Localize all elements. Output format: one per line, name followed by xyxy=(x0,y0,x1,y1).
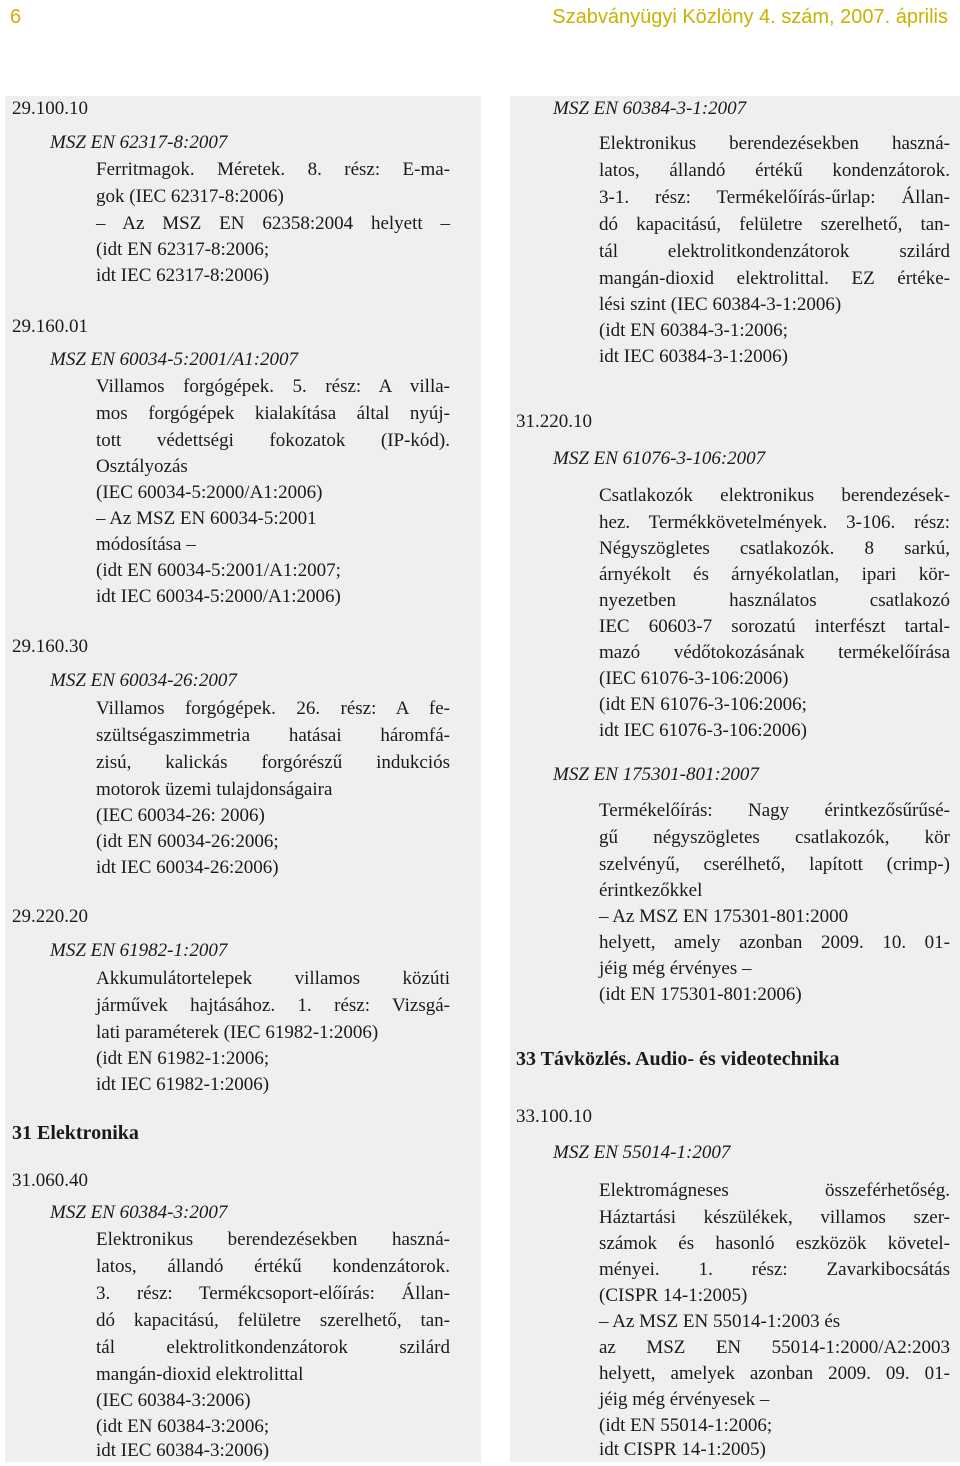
ics-code: 31.220.10 xyxy=(516,411,592,432)
standard-title-line: Elektromágneses összeférhetőség. xyxy=(599,1180,950,1201)
standard-title-line: idt IEC 62317-8:2006) xyxy=(96,265,270,286)
running-title: Szabványügyi Közlöny 4. szám, 2007. április xyxy=(552,6,948,28)
standard-title-line: szelvényű, cserélhető, lapított (crimp-) xyxy=(599,854,950,875)
standard-title-line: idt IEC 61076-3-106:2006) xyxy=(599,720,807,741)
standard-title-line: IEC 60603-7 sorozatú interfészt tartal- xyxy=(599,616,950,637)
standard-title-line: idt IEC 60384-3-1:2006) xyxy=(599,346,788,367)
standard-id: MSZ EN 61076-3-106:2007 xyxy=(553,448,766,469)
standard-id: MSZ EN 55014-1:2007 xyxy=(553,1142,731,1163)
standard-title-line: (idt EN 55014-1:2006; xyxy=(599,1415,773,1436)
standard-title-line: idt IEC 61982-1:2006) xyxy=(96,1074,270,1095)
standard-title-line: helyett, amely azonban 2009. 10. 01- xyxy=(599,932,950,953)
standard-title-line: az MSZ EN 55014-1:2000/A2:2003 xyxy=(599,1337,950,1358)
standard-title-line: módosítása – xyxy=(96,534,196,555)
page-number: 6 xyxy=(10,6,22,28)
standard-title-line: idt CISPR 14-1:2005) xyxy=(599,1439,766,1460)
right-column xyxy=(510,96,960,1462)
standard-title-line: Villamos forgógépek. 5. rész: A villa- xyxy=(96,376,450,397)
standard-title-line: (CISPR 14-1:2005) xyxy=(599,1285,748,1306)
standard-title-line: Termékelőírás: Nagy érintkezősűrűsé- xyxy=(599,800,950,821)
standard-title-line: Osztályozás xyxy=(96,456,188,477)
standard-id: MSZ EN 175301-801:2007 xyxy=(553,764,759,785)
standard-title-line: (IEC 60384-3:2006) xyxy=(96,1390,251,1411)
standard-id: MSZ EN 60034-26:2007 xyxy=(50,670,237,691)
standard-title-line: számok és hasonló eszközök követel- xyxy=(599,1233,950,1254)
standard-title-line: (IEC 60034-5:2000/A1:2006) xyxy=(96,482,323,503)
standard-title-line: gű négyszögletes csatlakozók, kör xyxy=(599,827,950,848)
standard-title-line: (IEC 60034-26: 2006) xyxy=(96,805,265,826)
standard-title-line: (idt EN 60034-5:2001/A1:2007; xyxy=(96,560,341,581)
standard-title-line: mos forgógépek kialakítása által nyúj- xyxy=(96,403,450,424)
standard-title-line: (idt EN 60384-3:2006; xyxy=(96,1416,270,1437)
standard-id: MSZ EN 60384-3-1:2007 xyxy=(553,98,747,119)
standard-title-line: nyezetben használatos csatlakozó xyxy=(599,590,950,611)
section-heading: 31 Elektronika xyxy=(12,1122,139,1144)
standard-title-line: (idt EN 61076-3-106:2006; xyxy=(599,694,807,715)
standard-title-line: (idt EN 62317-8:2006; xyxy=(96,239,270,260)
standard-title-line: – Az MSZ EN 55014-1:2003 és xyxy=(599,1311,841,1332)
standard-title-line: 3-1. rész: Termékelőírás-űrlap: Állan- xyxy=(599,187,950,208)
standard-title-line: Elektronikus berendezésekben haszná- xyxy=(96,1229,450,1250)
standard-title-line: latos, állandó értékű kondenzátorok. xyxy=(96,1256,450,1277)
standard-title-line: Villamos forgógépek. 26. rész: A fe- xyxy=(96,698,450,719)
standard-title-line: zisú, kalickás forgórészű indukciós xyxy=(96,752,450,773)
standard-title-line: idt IEC 60034-26:2006) xyxy=(96,857,279,878)
ics-code: 29.160.01 xyxy=(12,316,88,337)
page-header xyxy=(0,0,960,38)
ics-code: 29.220.20 xyxy=(12,906,88,927)
standard-title-line: tál elektrolitkondenzátorok szilárd xyxy=(96,1337,450,1358)
standard-title-line: árnyékolt és árnyékolatlan, ipari kör- xyxy=(599,564,950,585)
standard-title-line: idt IEC 60034-5:2000/A1:2006) xyxy=(96,586,341,607)
standard-title-line: helyett, amelyek azonban 2009. 09. 01- xyxy=(599,1363,950,1384)
standard-title-line: 3. rész: Termékcsoport-előírás: Állan- xyxy=(96,1283,450,1304)
standard-id: MSZ EN 60034-5:2001/A1:2007 xyxy=(50,349,299,370)
standard-title-line: idt IEC 60384-3:2006) xyxy=(96,1440,270,1461)
standard-title-line: – Az MSZ EN 62358:2004 helyett – xyxy=(96,213,450,234)
standard-title-line: Elektronikus berendezésekben haszná- xyxy=(599,133,950,154)
standard-title-line: dó kapacitású, felületre szerelhető, tan- xyxy=(96,1310,450,1331)
standard-title-line: dó kapacitású, felületre szerelhető, tan- xyxy=(599,214,950,235)
standard-title-line: lati paraméterek (IEC 61982-1:2006) xyxy=(96,1022,379,1043)
standard-title-line: lési szint (IEC 60384-3-1:2006) xyxy=(599,294,842,315)
standard-title-line: (idt EN 175301-801:2006) xyxy=(599,984,802,1005)
standard-title-line: Akkumulátortelepek villamos közúti xyxy=(96,968,450,989)
standard-title-line: (idt EN 60384-3-1:2006; xyxy=(599,320,788,341)
standard-id: MSZ EN 61982-1:2007 xyxy=(50,940,228,961)
standard-title-line: – Az MSZ EN 175301-801:2000 xyxy=(599,906,849,927)
standard-title-line: mazó védőtokozásának termékelőírása xyxy=(599,642,950,663)
standard-title-line: hez. Termékkövetelmények. 3-106. rész: xyxy=(599,512,950,533)
standard-title-line: (idt EN 61982-1:2006; xyxy=(96,1048,270,1069)
ics-code: 33.100.10 xyxy=(516,1106,592,1127)
standard-title-line: Négyszögletes csatlakozók. 8 sarkú, xyxy=(599,538,950,559)
standard-id: MSZ EN 60384-3:2007 xyxy=(50,1202,228,1223)
standard-title-line: Csatlakozók elektronikus berendezések- xyxy=(599,485,950,506)
standard-title-line: gok (IEC 62317-8:2006) xyxy=(96,186,284,207)
standard-title-line: jéig még érvényesek – xyxy=(599,1389,770,1410)
standard-title-line: tál elektrolitkondenzátorok szilárd xyxy=(599,241,950,262)
standard-id: MSZ EN 62317-8:2007 xyxy=(50,132,228,153)
standard-title-line: tott védettségi fokozatok (IP-kód). xyxy=(96,430,450,451)
standard-title-line: szültségaszimmetria hatásai háromfá- xyxy=(96,725,450,746)
standard-title-line: latos, állandó értékű kondenzátorok. xyxy=(599,160,950,181)
standard-title-line: mangán-dioxid elektrolittal. EZ értéke- xyxy=(599,268,950,289)
standard-title-line: Háztartási készülékek, villamos szer- xyxy=(599,1207,950,1228)
standard-title-line: járművek hajtásához. 1. rész: Vizsgá- xyxy=(96,995,450,1016)
ics-code: 29.160.30 xyxy=(12,636,88,657)
section-heading: 33 Távközlés. Audio- és videotechnika xyxy=(516,1048,840,1070)
standard-title-line: jéig még érvényes – xyxy=(599,958,752,979)
standard-title-line: ményei. 1. rész: Zavarkibocsátás xyxy=(599,1259,950,1280)
left-column xyxy=(5,96,481,1462)
standard-title-line: (idt EN 60034-26:2006; xyxy=(96,831,279,852)
ics-code: 29.100.10 xyxy=(12,98,88,119)
standard-title-line: Ferritmagok. Méretek. 8. rész: E-ma- xyxy=(96,159,450,180)
standard-title-line: – Az MSZ EN 60034-5:2001 xyxy=(96,508,317,529)
standard-title-line: (IEC 61076-3-106:2006) xyxy=(599,668,789,689)
standard-title-line: érintkezőkkel xyxy=(599,880,703,901)
standard-title-line: motorok üzemi tulajdonságaira xyxy=(96,779,333,800)
ics-code: 31.060.40 xyxy=(12,1170,88,1191)
standard-title-line: mangán-dioxid elektrolittal xyxy=(96,1364,304,1385)
